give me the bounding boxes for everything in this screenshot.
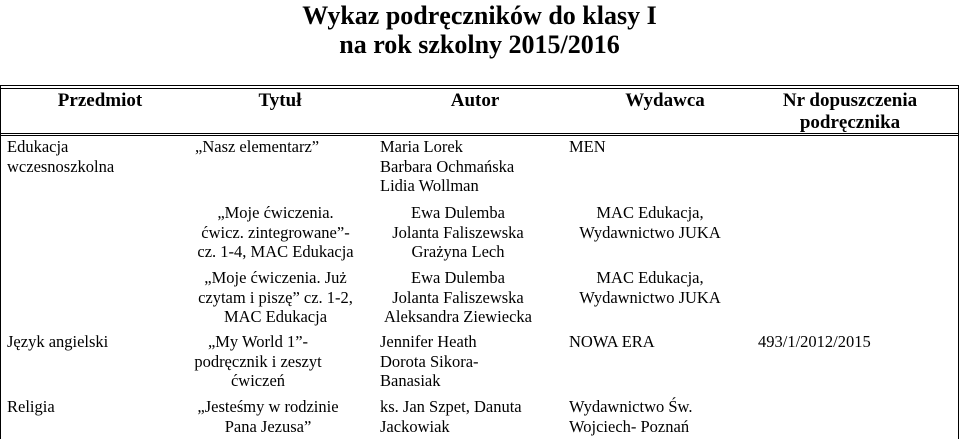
row-2-publisher: MAC Edukacja, Wydawnictwo JUKA <box>579 203 721 242</box>
document-title: Wykaz podręczników do klasy I <box>302 1 657 30</box>
header-subject: Przedmiot <box>57 90 143 111</box>
table-left-border <box>0 85 1 439</box>
table-top-border-inner <box>0 88 959 89</box>
header-approval-2: podręcznika <box>799 112 901 133</box>
header-approval-1: Nr dopuszczenia <box>782 90 918 111</box>
row-5-author: ks. Jan Szpet, Danuta Jackowiak <box>380 397 522 436</box>
row-3-publisher: MAC Edukacja, Wydawnictwo JUKA <box>579 268 721 307</box>
row-2-author: Ewa Dulemba Jolanta Faliszewska Grażyna Lech <box>392 203 524 262</box>
row-4-title: „My World 1”- podręcznik i zeszyt ćwiczeń <box>194 332 322 391</box>
row-1-author: Maria Lorek Barbara Ochmańska Lidia Wollman <box>380 137 515 196</box>
row-1-publisher: MEN <box>569 137 606 156</box>
row-1-subject: Edukacja wczesnoszkolna <box>7 137 115 176</box>
row-3-author: Ewa Dulemba Jolanta Faliszewska Aleksandra Ziewiecka <box>384 268 532 327</box>
header-author: Autor <box>450 90 500 111</box>
table-top-border <box>0 85 959 86</box>
header-separator-inner <box>0 135 959 136</box>
row-1-title: „Nasz elementarz” <box>195 137 320 156</box>
row-5-title: „Jesteśmy w rodzinie Pana Jezusa” <box>197 397 339 436</box>
header-title: Tytuł <box>258 90 302 111</box>
row-4-publisher: NOWA ERA <box>569 332 655 351</box>
row-2-title: „Moje ćwiczenia. ćwicz. zintegrowane”- cz. 1-4, MAC Edukacja <box>197 203 354 262</box>
row-4-approval: 493/1/2012/2015 <box>758 332 871 351</box>
row-3-title: „Moje ćwiczenia. Już czytam i piszę” cz. 1-2, MAC Edukacja <box>198 268 353 327</box>
row-4-author: Jennifer Heath Dorota Sikora- Banasiak <box>380 332 479 391</box>
row-5-subject: Religia <box>7 397 55 416</box>
header-publisher: Wydawca <box>625 90 705 111</box>
row-5-publisher: Wydawnictwo Św. Wojciech- Poznań <box>569 397 693 436</box>
row-4-subject: Język angielski <box>7 332 109 351</box>
document-subtitle: na rok szkolny 2015/2016 <box>339 30 620 59</box>
